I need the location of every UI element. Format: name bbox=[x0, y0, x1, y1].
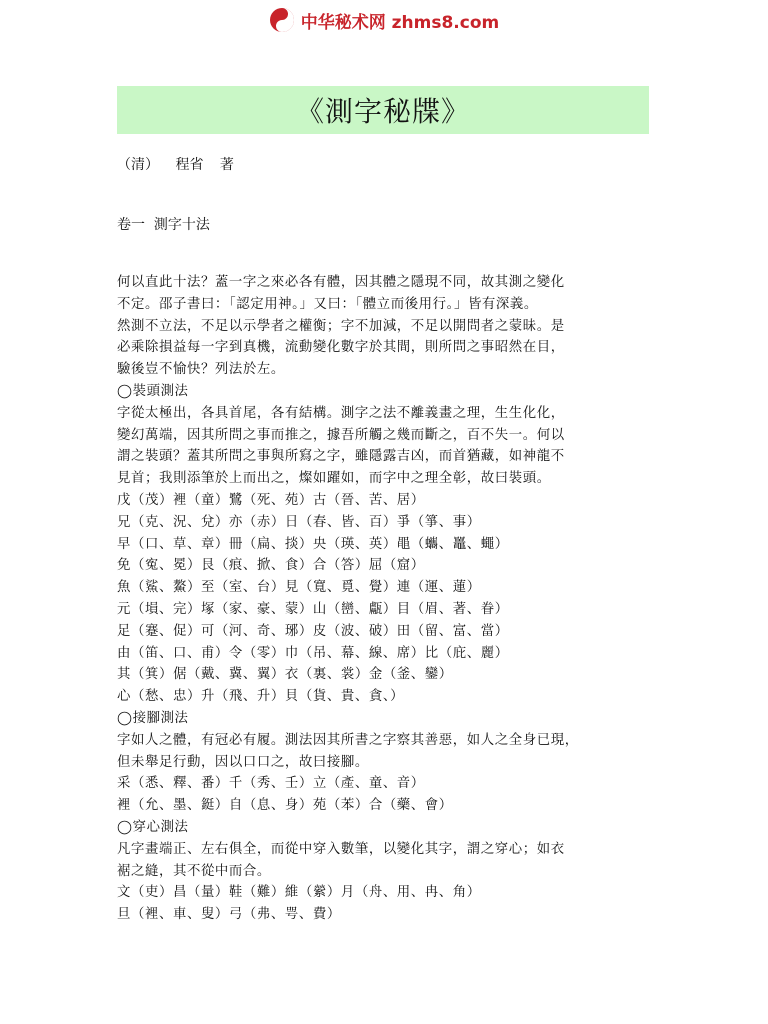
title-bar bbox=[117, 86, 649, 134]
text-line: 足（蹇、促）可（河、奇、琊）皮（波、破）田（留、富、當） bbox=[117, 623, 509, 639]
text-line: 變幻萬端，因其所問之事而推之，據吾所觸之幾而斷之，百不失一。何以 bbox=[117, 427, 565, 443]
section-heading: ◯裝頭測法 bbox=[117, 383, 189, 399]
text-line: 字如人之體，有冠必有履。測法因其所書之字察其善惡，如人之全身已現， bbox=[117, 732, 579, 748]
text-line: 見首；我則添筆於上而出之，燦如躍如，而字中之理全彰，故曰裝頭。 bbox=[117, 471, 551, 487]
text-line: 早（口、草、章）冊（扁、掞）央（瑛、英）黽（蠵、鼉、蠅） bbox=[117, 536, 509, 552]
page-title: 《測字秘牒》 bbox=[295, 95, 470, 128]
text-line: 謂之裝頭？蓋其所問之事與所寫之字，雖隱露吉凶，而首猶藏，如神龍不 bbox=[117, 449, 565, 465]
text-line: 免（寃、冕）艮（痕、掀、食）合（答）屈（窟） bbox=[117, 558, 425, 574]
text-line: 戊（茂）裡（童）鷺（死、苑）古（晉、苦、居） bbox=[117, 492, 425, 508]
text-line: 采（悉、釋、番）千（秀、壬）立（產、童、音） bbox=[117, 776, 425, 792]
text-line: 由（笛、口、甫）令（零）巾（吊、幕、線、席）比（庇、麗） bbox=[117, 645, 509, 661]
site-name: 中华秘术网 zhms8.com bbox=[300, 12, 500, 33]
body-text bbox=[117, 272, 657, 926]
text-line: 心（愁、忠）升（飛、升）貝（貨、貴、貪、） bbox=[117, 689, 405, 705]
text-line: 兄（克、況、兌）亦（赤）日（春、皆、百）爭（箏、事） bbox=[117, 514, 481, 530]
text-line: 其（箕）倨（戴、冀、翼）衣（裏、裳）金（釜、鑾） bbox=[117, 667, 453, 683]
text-line: 裾之縫，其不從中而合。 bbox=[117, 863, 271, 879]
yin-yang-icon bbox=[269, 7, 295, 33]
text-line: 文（吏）昌（量）鞋（難）維（縈）月（舟、用、冉、角） bbox=[117, 885, 481, 901]
intro-line: 然測不立法，不足以示學者之權衡；字不加減，不足以開問者之蒙昧。是 bbox=[117, 318, 565, 334]
intro-line: 必乘除損益每一字到真機，流動變化數字於其間，則所問之事昭然在目， bbox=[117, 340, 565, 356]
text-line: 但未舉足行動，因以口口之，故曰接腳。 bbox=[117, 754, 369, 770]
section-heading: ◯穿心測法 bbox=[117, 819, 189, 835]
section-heading: ◯接腳測法 bbox=[117, 710, 189, 726]
intro-line: 何以直此十法？蓋一字之來必各有體，因其體之隱現不同，故其測之變化 bbox=[117, 275, 565, 290]
text-line: 字從太極出，各具首尾，各有結構。測字之法不離義畫之理，生生化化， bbox=[117, 405, 565, 421]
site-header[interactable] bbox=[0, 4, 768, 36]
text-line: 元（塤、完）塚（家、豪、蒙）山（巒、甗）目（眉、著、眷） bbox=[117, 601, 509, 617]
chapter-heading: 卷一 測字十法 bbox=[117, 217, 210, 233]
intro-line: 不定。邵子書曰：「認定用神。」又曰：「體立而後用行。」皆有深義。 bbox=[117, 296, 538, 312]
text-line: 旦（裡、車、叟）弓（弗、咢、費） bbox=[117, 907, 341, 923]
text-line: 魚（鯊、鰲）至（室、台）見（寬、覓、覺）連（運、蓮） bbox=[117, 580, 481, 596]
text-line: 凡字畫端正、左右俱全，而從中穿入數筆，以變化其字，謂之穿心；如衣 bbox=[117, 841, 565, 857]
author-line: （清） 程省 著 bbox=[117, 157, 234, 173]
intro-line: 驗後豈不愉快？列法於左。 bbox=[117, 362, 285, 378]
text-line: 裡（允、墨、鋌）自（息、身）苑（苯）合（藥、會） bbox=[117, 798, 453, 814]
